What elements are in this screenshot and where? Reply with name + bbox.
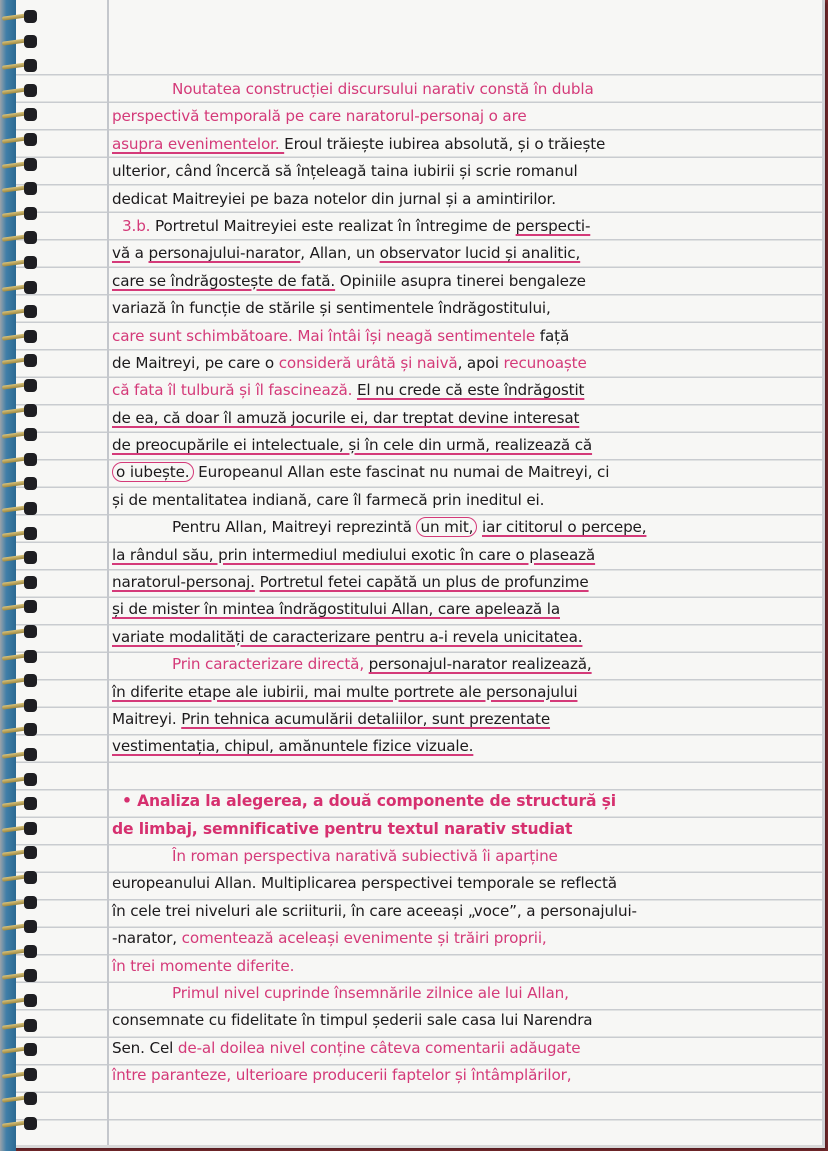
text-line <box>112 158 817 185</box>
spiral-ring-icon <box>2 553 36 563</box>
text-segment: Noutatea construcției discursului narativ constă în dubla <box>172 80 594 98</box>
text-segment: consideră urâtă și naivă <box>278 353 458 372</box>
spiral-ring-icon <box>2 110 36 120</box>
spiral-ring-icon <box>2 848 36 858</box>
spiral-ring-icon <box>2 898 36 908</box>
text-segment: ulterior, când încercă să înțeleagă taina iubirii și scrie romanul <box>112 162 578 181</box>
spiral-ring-icon <box>2 1021 36 1031</box>
text-segment: Portretul Maitreyiei este realizat în întregime de <box>155 216 516 235</box>
spiral-ring-icon <box>2 356 36 366</box>
spiral-ring-icon <box>2 750 36 760</box>
text-segment: o iubește. <box>112 462 194 482</box>
text-line <box>112 432 817 459</box>
spiral-ring-icon <box>2 701 36 711</box>
text-line <box>112 350 817 377</box>
spiral-ring-icon <box>2 61 36 71</box>
spiral-ring-icon <box>2 1045 36 1055</box>
spiral-ring-icon <box>2 529 36 539</box>
text-segment: de limbaj, semnificative pentru textul narativ studiat <box>112 819 573 838</box>
text-segment: în trei momente diferite. <box>112 956 295 975</box>
text-segment: Europeanul Allan este fascinat nu numai de Maitreyi, ci <box>193 463 610 482</box>
text-line <box>112 953 817 980</box>
text-segment: Opiniile asupra tinerei bengaleze <box>335 271 586 290</box>
text-line <box>112 76 817 103</box>
text-line <box>112 268 817 295</box>
text-segment: personajul-narator realizează, <box>368 655 592 674</box>
text-line <box>112 514 817 541</box>
spiral-ring-icon <box>2 233 36 243</box>
text-line <box>112 679 817 706</box>
text-line <box>112 1062 817 1089</box>
text-line <box>112 213 817 240</box>
text-line <box>112 323 817 350</box>
text-line <box>112 925 817 952</box>
spiral-ring-icon <box>2 824 36 834</box>
text-segment: Primul nivel cuprinde însemnările zilnice ale lui Allan, <box>172 983 569 1002</box>
text-line <box>112 870 817 897</box>
text-segment: că fata îl tulbură și îl fascinează. <box>112 381 353 400</box>
spiral-ring-icon <box>2 725 36 735</box>
spiral-ring-icon <box>2 86 36 96</box>
spiral-ring-icon <box>2 1119 36 1129</box>
text-segment: și de mister în mintea îndrăgostitului Allan, care apelează la <box>112 600 560 619</box>
text-segment: a <box>130 244 149 263</box>
text-line <box>112 459 817 486</box>
text-segment: vă <box>112 244 130 263</box>
text-segment: consemnate cu fidelitate în timpul șederii sale casa lui Narendra <box>112 1011 593 1030</box>
text-segment: Maitreyi. <box>112 709 182 728</box>
text-segment: Sen. Cel <box>112 1038 178 1057</box>
text-segment: vestimentația, chipul, amănuntele fizice vizuale. <box>112 737 474 756</box>
text-segment: Pentru Allan, Maitreyi reprezintă <box>172 518 417 537</box>
text-segment: la rândul său, prin intermediul mediului exotic în care o plasează <box>112 545 596 564</box>
text-segment: perspecti- <box>515 216 591 235</box>
spiral-ring-icon <box>2 1094 36 1104</box>
spiral-ring-icon <box>2 332 36 342</box>
text-segment: comentează aceleași evenimente și trăiri proprii, <box>181 929 547 948</box>
text-line <box>112 569 817 596</box>
text-segment: dedicat Maitreyiei pe baza notelor din jurnal și a amintirilor. <box>112 189 556 208</box>
spiral-ring-icon <box>2 209 36 219</box>
text-segment: -narator, <box>112 929 182 948</box>
text-segment: asupra evenimentelor. <box>112 134 285 153</box>
text-segment: de ea, că doar îl amuză jocurile ei, dar treptat devine interesat <box>112 408 580 427</box>
text-line <box>112 980 817 1007</box>
spiral-ring-icon <box>2 406 36 416</box>
spiral-ring-icon <box>2 578 36 588</box>
spiral-ring-icon <box>2 258 36 268</box>
spiral-ring-icon <box>2 971 36 981</box>
text-line <box>112 487 817 514</box>
text-line <box>112 761 817 788</box>
text-line <box>112 788 817 815</box>
text-segment: variate modalități de caracterizare pentru a-i revela unicitatea. <box>112 627 583 646</box>
text-segment: , apoi <box>457 353 504 372</box>
text-segment: și de mentalitatea indiană, care îl farmecă prin ineditul ei. <box>112 490 545 509</box>
text-line <box>112 733 817 760</box>
text-line <box>112 898 817 925</box>
text-segment: personajului-narator <box>148 244 301 263</box>
spiral-ring-icon <box>2 160 36 170</box>
text-segment: în cele trei niveluri ale scriiturii, în care aceeași „voce”, a personajului- <box>112 901 637 920</box>
spiral-ring-icon <box>2 504 36 514</box>
text-segment: observator lucid și analitic, <box>379 244 581 263</box>
text-segment: recunoaște <box>503 353 587 372</box>
text-line <box>112 1035 817 1062</box>
text-segment: perspectivă temporală pe care naratorul-personaj o are <box>112 107 527 126</box>
spiral-ring-icon <box>2 602 36 612</box>
text-segment: de preocupările ei intelectuale, și în cele din urmă, realizează că <box>112 436 593 455</box>
page-top-margin <box>0 0 822 70</box>
text-segment: în diferite etape ale iubirii, mai multe portrete ale personajului <box>112 682 578 701</box>
margin-line <box>107 0 109 1145</box>
spiral-ring-icon <box>2 455 36 465</box>
text-line <box>112 816 817 843</box>
text-segment: variază în funcție de stările și sentimentele îndrăgostitului, <box>112 299 551 318</box>
spiral-ring-icon <box>2 799 36 809</box>
spiral-ring-icon <box>2 996 36 1006</box>
text-line <box>112 1007 817 1034</box>
spiral-ring-icon <box>2 947 36 957</box>
text-segment: Prin tehnica acumulării detaliilor, sunt prezentate <box>181 709 551 728</box>
spiral-ring-icon <box>2 135 36 145</box>
text-segment: față <box>535 326 570 345</box>
spiral-ring-icon <box>2 775 36 785</box>
spiral-ring-icon <box>2 922 36 932</box>
text-line <box>112 240 817 267</box>
spiral-ring-icon <box>2 627 36 637</box>
text-segment: de-al doilea nivel conține câteva comentarii adăugate <box>177 1038 581 1057</box>
spiral-ring-icon <box>2 381 36 391</box>
spiral-ring-icon <box>2 652 36 662</box>
text-segment: un mit, <box>416 517 477 537</box>
text-line <box>112 131 817 158</box>
text-line <box>112 377 817 404</box>
spiral-ring-icon <box>2 873 36 883</box>
text-line <box>112 651 817 678</box>
text-line <box>112 295 817 322</box>
text-line <box>112 186 817 213</box>
text-segment: între paranteze, ulterioare producerii faptelor și întâmplărilor, <box>112 1066 572 1085</box>
text-segment: 3.b. <box>122 216 156 235</box>
spiral-ring-icon <box>2 307 36 317</box>
text-segment: care sunt schimbătoare. Mai întâi își neagă sentimentele <box>112 326 536 345</box>
text-segment: Portretul fetei capătă un plus de profunzime <box>259 573 589 592</box>
spiral-ring-icon <box>2 430 36 440</box>
text-segment: care se îndrăgostește de fată. <box>112 271 336 290</box>
text-segment: Prin caracterizare directă, <box>172 655 369 674</box>
spiral-ring-icon <box>2 283 36 293</box>
handwritten-text-body <box>112 76 817 1089</box>
spiral-ring-icon <box>2 1070 36 1080</box>
text-segment: Eroul trăiește iubirea absolută, și o trăiește <box>284 134 606 153</box>
spiral-ring-icon <box>2 37 36 47</box>
text-segment: El nu crede că este îndrăgostit <box>356 381 585 400</box>
text-line <box>112 542 817 569</box>
text-segment: naratorul-personaj. <box>112 573 255 592</box>
text-line <box>112 103 817 130</box>
text-segment: În roman perspectiva narativă subiectivă îi aparține <box>172 846 558 865</box>
text-line <box>112 706 817 733</box>
text-segment: , Allan, un <box>300 244 380 263</box>
text-segment: iar cititorul o percepe, <box>482 518 647 537</box>
text-segment: • Analiza la alegerea, a două componente de structură și <box>122 792 616 811</box>
spiral-ring-icon <box>2 184 36 194</box>
text-line <box>112 843 817 870</box>
text-line <box>112 596 817 623</box>
spiral-ring-icon <box>2 12 36 22</box>
text-segment: europeanului Allan. Multiplicarea perspectivei temporale se reflectă <box>112 874 617 893</box>
spiral-ring-icon <box>2 676 36 686</box>
text-segment: de Maitreyi, pe care o <box>112 353 279 372</box>
spiral-ring-icon <box>2 479 36 489</box>
text-line <box>112 624 817 651</box>
text-line <box>112 405 817 432</box>
